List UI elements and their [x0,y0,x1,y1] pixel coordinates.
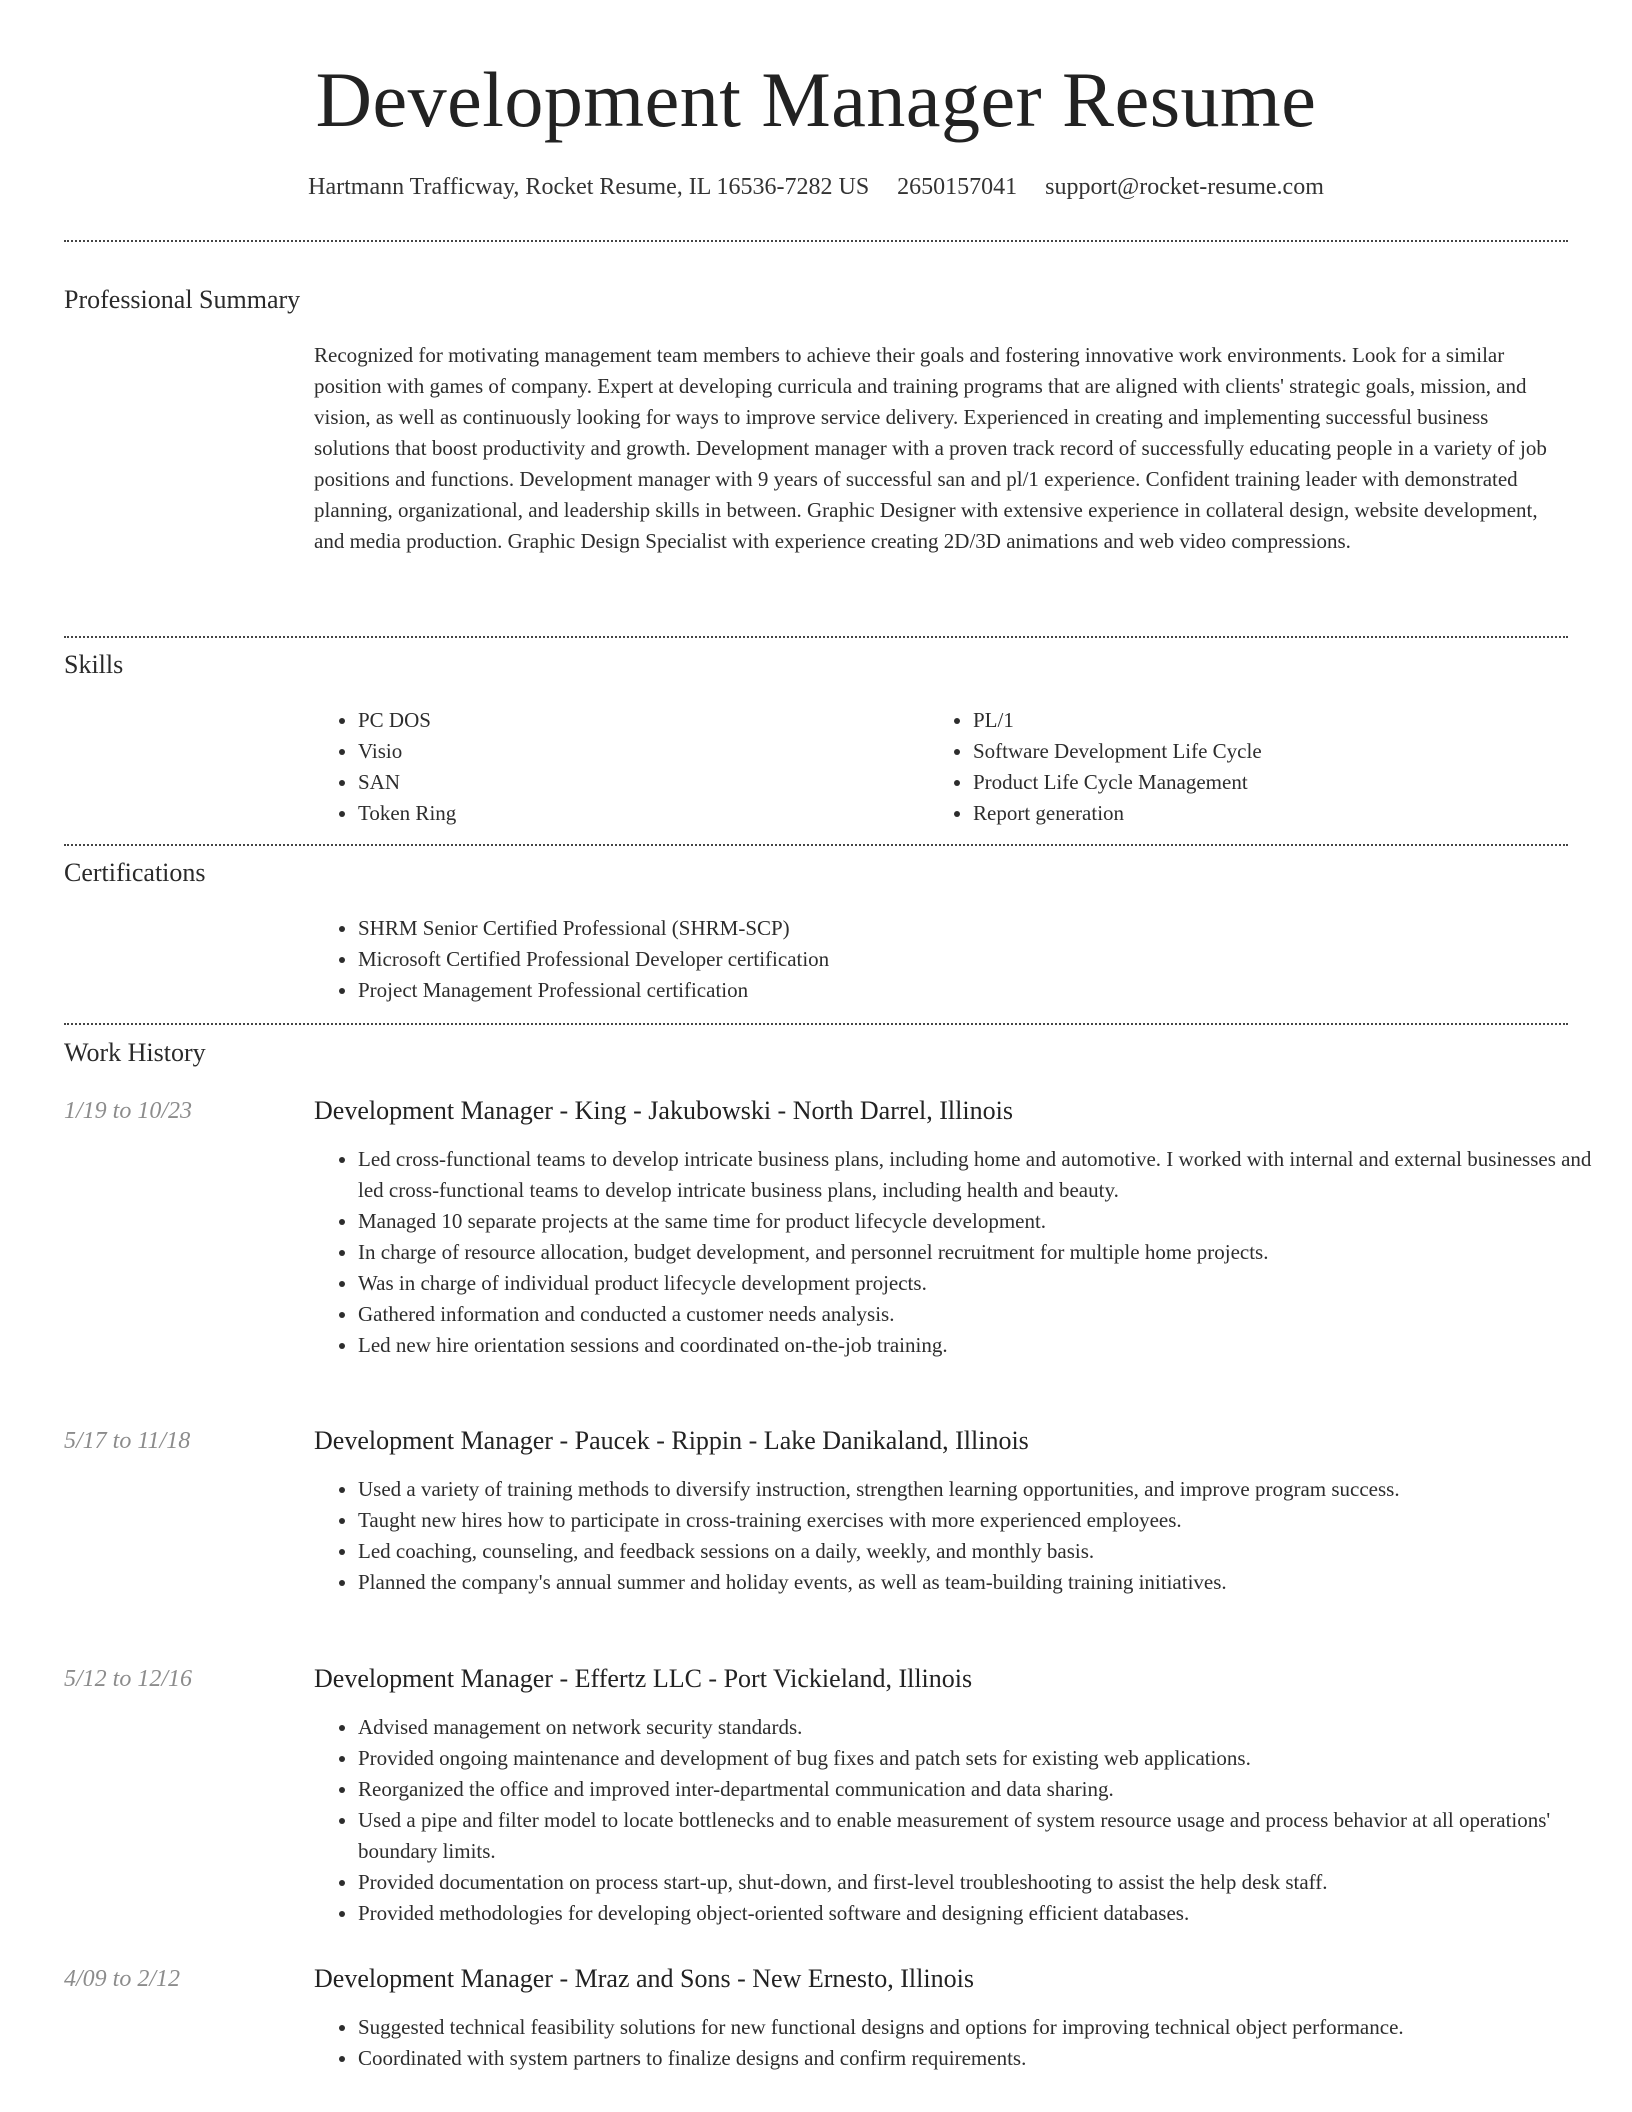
job-dates: 5/17 to 11/18 [64,1428,191,1454]
job-bullet: • Led new hire orientation sessions and coordinated on-the-job training. [358,1330,1612,1361]
job-bullets [314,1474,1612,1598]
job-title: Development Manager - King - Jakubowski - North Darrel, Illinois [314,1096,1013,1125]
section-heading-certifications: Certifications [64,858,206,887]
section-heading-summary: Professional Summary [64,285,301,314]
job-dates: 4/09 to 2/12 [64,1966,181,1992]
skill-item: • Token Ring [358,798,918,829]
certification-item: • Project Management Professional certification [358,975,1612,1006]
skill-item: • SAN [358,767,918,798]
job-bullet: • Taught new hires how to participate in cross-training exercises with more experienced employees. [358,1505,1612,1536]
job-bullet: • Reorganized the office and improved inter-departmental communication and data sharing. [358,1774,1612,1805]
job-bullet: • In charge of resource allocation, budget development, and personnel recruitment for multiple home projects. [358,1237,1612,1268]
job-dates: 1/19 to 10/23 [64,1098,193,1124]
job-bullet: • Provided documentation on process start-up, shut-down, and first-level troubleshooting to assist the help desk staff. [358,1867,1612,1898]
job-bullet: • Provided methodologies for developing object-oriented software and designing efficient databases. [358,1898,1612,1929]
job-bullet: • Planned the company's annual summer and holiday events, as well as team-building training initiatives. [358,1567,1612,1598]
job-bullet: • Used a variety of training methods to diversify instruction, strengthen learning opportunities, and improve program success. [358,1474,1612,1505]
skill-item: • Report generation [973,798,1593,829]
divider [64,636,1568,638]
skill-item: • Product Life Cycle Management [973,767,1593,798]
job-title: Development Manager - Mraz and Sons - New Ernesto, Illinois [314,1964,974,1993]
job-bullet: • Gathered information and conducted a customer needs analysis. [358,1299,1612,1330]
contact-address: Hartmann Trafficway, Rocket Resume, IL 16536-7282 US [308,174,870,200]
summary-text: Recognized for motivating management team members to achieve their goals and fostering innovative work environments. Look for a similar position with games of company. Expert at developing curricula and training programs that are aligned with clients' strategic goals, mission, and vision, as well as continuously looking for ways to improve service delivery. Experienced in creating and implementing successful business solutions that boost productivity and growth. Development manager with a proven track record of successfully educating people in a variety of job positions and functions. Development manager with 9 years of successful san and pl/1 experience. Confident training leader with demonstrated planning, organizational, and leadership skills in between. Graphic Designer with extensive experience in collateral design, website development, and media production. Graphic Design Specialist with experience creating 2D/3D animations and web video compressions. [314,343,1547,553]
job-bullet: • Coordinated with system partners to finalize designs and confirm requirements. [358,2043,1612,2074]
job-bullet: • Used a pipe and filter model to locate bottlenecks and to enable measurement of system resource usage and process behavior at all operations' boundary limits. [358,1805,1612,1867]
job-bullets [314,1144,1612,1361]
certifications-list [314,913,1612,1006]
job-dates: 5/12 to 12/16 [64,1666,193,1692]
section-heading-work-history: Work History [64,1038,206,1067]
skill-item: • PL/1 [973,705,1593,736]
certification-item: • SHRM Senior Certified Professional (SHRM-SCP) [358,913,1612,944]
job-title: Development Manager - Effertz LLC - Port Vickieland, Illinois [314,1664,973,1693]
skill-item: • PC DOS [358,705,918,736]
divider [64,844,1568,846]
contact-line [0,170,1632,204]
certification-item: • Microsoft Certified Professional Developer certification [358,944,1612,975]
section-heading-skills: Skills [64,650,124,679]
skill-item: • Visio [358,736,918,767]
job-bullet: • Led cross-functional teams to develop intricate business plans, including home and automotive. I worked with internal and external businesses and led cross-functional teams to develop intricate business plans, including health and beauty. [358,1144,1612,1206]
job-bullet: • Provided ongoing maintenance and development of bug fixes and patch sets for existing web applications. [358,1743,1612,1774]
skills-list-left [314,705,918,829]
job-bullets [314,2012,1612,2074]
job-bullet: • Was in charge of individual product lifecycle development projects. [358,1268,1612,1299]
skills-list-right [929,705,1593,829]
divider [64,240,1568,242]
job-title: Development Manager - Paucek - Rippin - Lake Danikaland, Illinois [314,1426,1029,1455]
job-bullet: • Suggested technical feasibility solutions for new functional designs and options for improving technical object performance. [358,2012,1612,2043]
job-bullet: • Managed 10 separate projects at the same time for product lifecycle development. [358,1206,1612,1237]
skill-item: • Software Development Life Cycle [973,736,1593,767]
contact-email[interactable]: support@rocket-resume.com [1045,174,1324,200]
job-bullet: • Led coaching, counseling, and feedback sessions on a daily, weekly, and monthly basis. [358,1536,1612,1567]
resume-title: Development Manager Resume [315,56,1317,143]
divider [64,1023,1568,1025]
job-bullets [314,1712,1612,1929]
job-bullet: • Advised management on network security standards. [358,1712,1612,1743]
contact-phone: 2650157041 [897,174,1018,200]
